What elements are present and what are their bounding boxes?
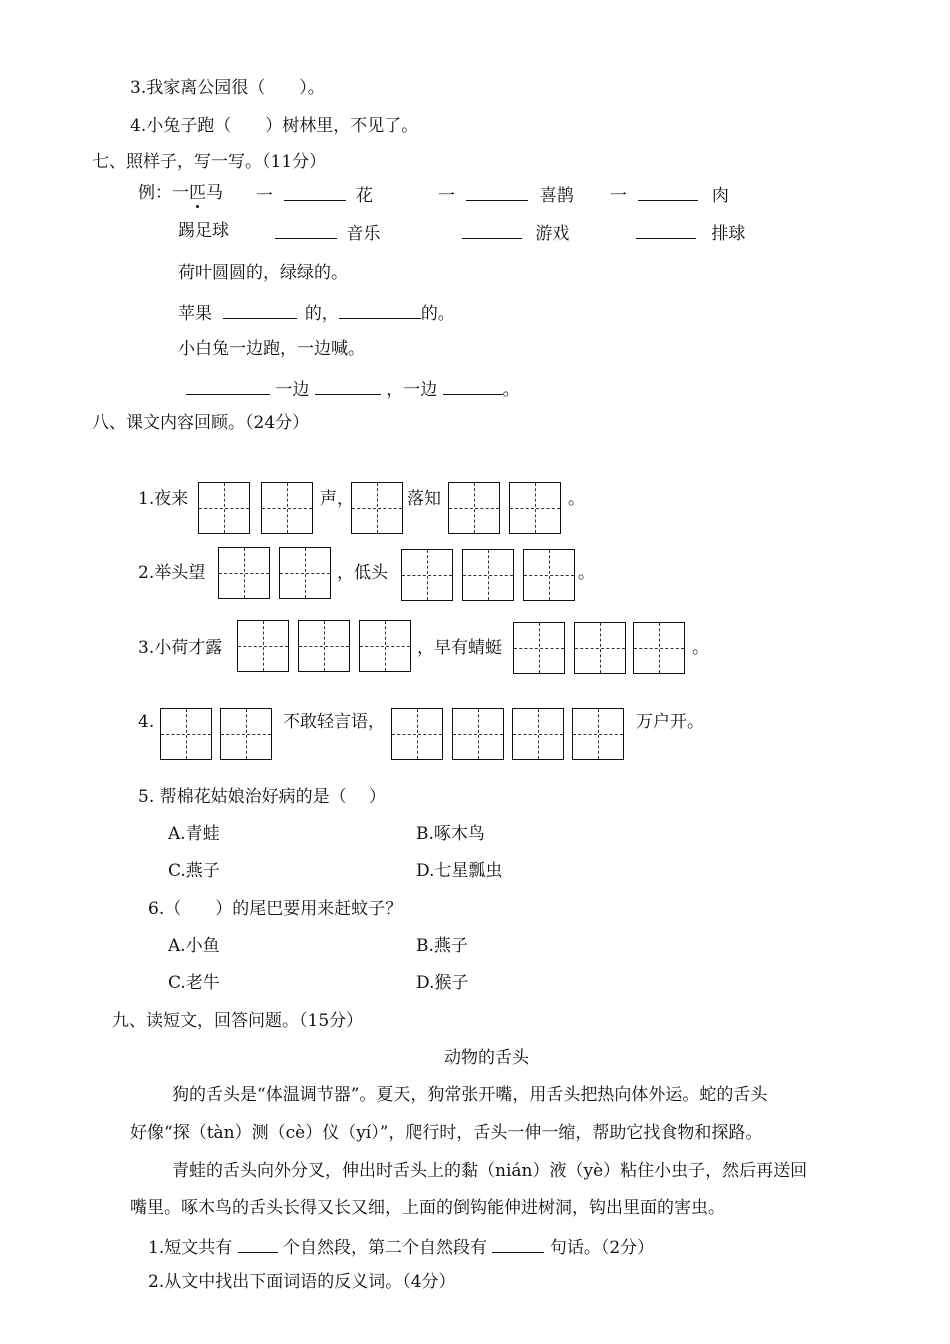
article-para-1-line-1: 狗的舌头是“体温调节器”。夏天，狗常张开嘴，用舌头把热向体外运。蛇的舌头 — [172, 1085, 768, 1105]
option-6d[interactable]: D.猴子 — [416, 973, 469, 993]
example-heye: 荷叶圆圆的，绿绿的。 — [178, 263, 348, 283]
writing-box[interactable] — [279, 547, 331, 599]
yibian-row: 一边 ，一边 。 — [186, 376, 520, 401]
blank-yibian-3[interactable] — [443, 376, 503, 395]
measure-word-3: 一 肉 — [610, 182, 729, 207]
writing-box[interactable] — [448, 482, 500, 534]
option-6a[interactable]: A.小鱼 — [168, 936, 220, 956]
section-9-title: 九、读短文，回答问题。（15分） — [112, 1011, 364, 1031]
blank-measure-2[interactable] — [466, 182, 528, 201]
article-title: 动物的舌头 — [444, 1048, 529, 1068]
poem-3-text-c: 。 — [692, 638, 709, 658]
blank-measure-3[interactable] — [638, 182, 698, 201]
writing-box[interactable] — [452, 708, 504, 760]
pingguo-row: 苹果 的， 的。 — [178, 300, 455, 325]
blank-paragraph-count[interactable] — [238, 1234, 278, 1253]
poem-2-text-a: 2.举头望 — [138, 563, 206, 583]
blank-verb-3[interactable] — [636, 220, 696, 239]
question-9-2: 2.从文中找出下面词语的反义词。（4分） — [148, 1272, 456, 1292]
option-5b[interactable]: B.啄木鸟 — [416, 824, 485, 844]
writing-box[interactable] — [401, 549, 453, 601]
question-9-1: 1.短文共有 个自然段，第二个自然段有 句话。（2分） — [148, 1234, 654, 1259]
blank-yibian-2[interactable] — [315, 376, 381, 395]
article-para-2-line-1: 青蛙的舌头向外分叉，伸出时舌头上的黏（nián）液（yè）粘住小虫子，然后再送回 — [172, 1161, 808, 1181]
option-6c[interactable]: C.老牛 — [168, 973, 220, 993]
question-8-5: 5. 帮棉花姑娘治好病的是（ ） — [138, 787, 387, 807]
example-yi: 一 — [172, 183, 189, 203]
blank-pingguo-2[interactable] — [339, 300, 421, 319]
poem-1-text-d: 。 — [568, 489, 585, 509]
poem-1-text-c: 落知 — [407, 489, 441, 509]
writing-box[interactable] — [198, 482, 250, 534]
writing-box[interactable] — [351, 482, 403, 534]
example-label: 例： — [138, 183, 172, 203]
example-tizuqiu: 踢足球 — [178, 221, 229, 241]
writing-box[interactable] — [633, 622, 685, 674]
poem-4-text-a: 4. — [138, 712, 155, 732]
writing-box[interactable] — [298, 620, 350, 672]
example-row — [138, 182, 223, 204]
writing-box[interactable] — [462, 549, 514, 601]
writing-box[interactable] — [509, 482, 561, 534]
poem-4-text-c: 万户开。 — [636, 712, 704, 732]
question-6-3: 3.我家离公园很（ ）。 — [130, 78, 325, 98]
article-para-1-line-2: 好像“探（tàn）测（cè）仪（yí）”，爬行时，舌头一伸一缩，帮助它找食物和探路。 — [130, 1123, 763, 1143]
example-tuzi: 小白兔一边跑，一边喊。 — [178, 339, 365, 359]
poem-1-text-b: 声， — [320, 489, 354, 509]
option-5a[interactable]: A.青蛙 — [168, 824, 220, 844]
writing-box[interactable] — [572, 708, 624, 760]
writing-box[interactable] — [512, 708, 564, 760]
writing-box[interactable] — [391, 708, 443, 760]
writing-box[interactable] — [523, 549, 575, 601]
poem-3-text-a: 3.小荷才露 — [138, 638, 223, 658]
writing-box[interactable] — [160, 708, 212, 760]
verb-row-3: 排球 — [636, 220, 745, 245]
question-6-4: 4.小兔子跑（ ）树林里，不见了。 — [130, 116, 419, 136]
section-8-title: 八、课文内容回顾。（24分） — [92, 413, 310, 433]
poem-4-text-b: 不敢轻言语， — [283, 712, 385, 732]
article-para-2-line-2: 嘴里。啄木鸟的舌头长得又长又细，上面的倒钩能伸进树洞，钩出里面的害虫。 — [130, 1198, 725, 1218]
measure-word-1: 一 花 — [256, 182, 373, 207]
poem-1-text-a: 1.夜来 — [138, 489, 189, 509]
writing-box[interactable] — [237, 620, 289, 672]
blank-sentence-count[interactable] — [492, 1234, 544, 1253]
writing-box[interactable] — [513, 622, 565, 674]
measure-word-2: 一 喜鹊 — [438, 182, 574, 207]
blank-yibian-1[interactable] — [186, 376, 270, 395]
writing-box[interactable] — [261, 482, 313, 534]
writing-box[interactable] — [218, 547, 270, 599]
option-5c[interactable]: C.燕子 — [168, 861, 220, 881]
poem-2-text-b: ，低头 — [337, 563, 388, 583]
poem-2-text-c: 。 — [578, 563, 595, 583]
blank-verb-1[interactable] — [275, 220, 337, 239]
question-8-6: 6.（ ）的尾巴要用来赶蚊子？ — [148, 899, 403, 919]
writing-box[interactable] — [359, 620, 411, 672]
option-5d[interactable]: D.七星瓢虫 — [416, 861, 503, 881]
writing-box[interactable] — [574, 622, 626, 674]
verb-row-1: 音乐 — [275, 220, 380, 245]
example-pi: 匹 — [189, 183, 206, 203]
blank-pingguo-1[interactable] — [223, 300, 297, 319]
verb-row-2: 游戏 — [462, 220, 569, 245]
poem-3-text-b: ，早有蜻蜓 — [417, 638, 502, 658]
option-6b[interactable]: B.燕子 — [416, 936, 468, 956]
writing-box[interactable] — [220, 708, 272, 760]
section-7-title: 七、照样子，写一写。（11分） — [92, 152, 327, 172]
example-ma: 马 — [206, 183, 223, 203]
blank-verb-2[interactable] — [462, 220, 522, 239]
blank-measure-1[interactable] — [284, 182, 346, 201]
